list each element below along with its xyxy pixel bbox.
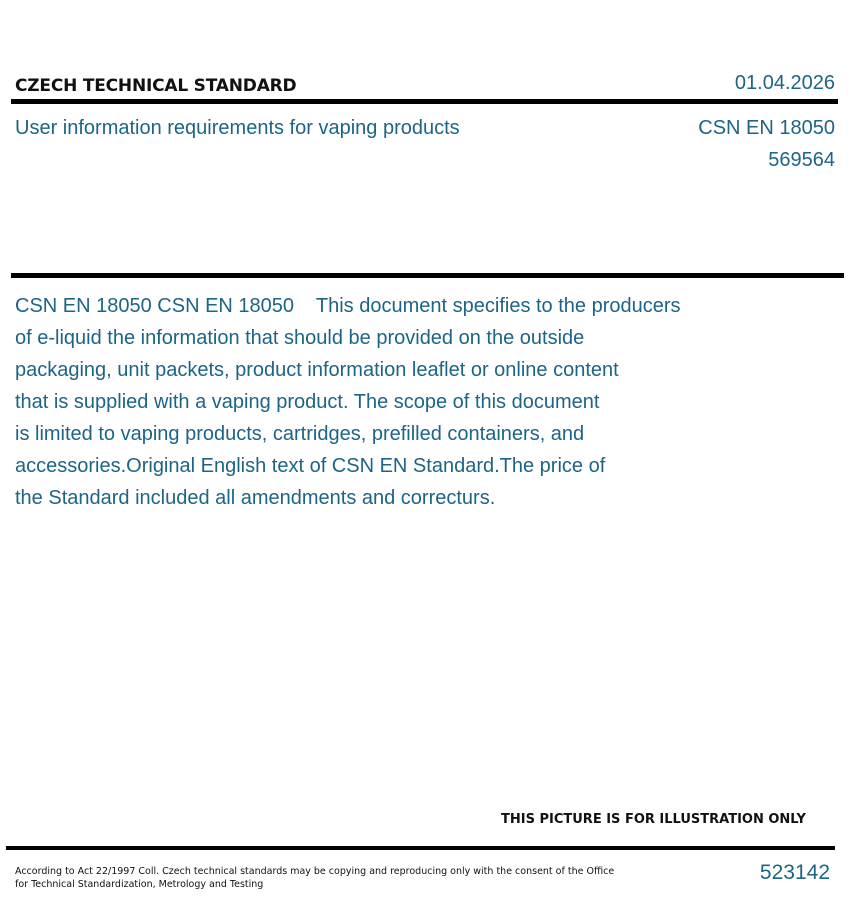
standard-code: CSN EN 18050: [698, 117, 835, 139]
header-divider: [11, 99, 838, 104]
description-line: the Standard included all amendments and correcturs.: [15, 487, 496, 509]
legal-notice: [15, 865, 615, 891]
standard-title: User information requirements for vaping products: [15, 117, 460, 139]
description-line: is limited to vaping products, cartridges, prefilled containers, and: [15, 423, 585, 445]
description-line: CSN EN 18050 CSN EN 18050 This document specifies to the producers: [15, 295, 681, 317]
legal-line: According to Act 22/1997 Coll. Czech technical standards may be copying and reproducing only with the consent of the Office: [15, 866, 615, 877]
content-divider: [11, 273, 844, 278]
document-type-heading: CZECH TECHNICAL STANDARD: [15, 76, 297, 96]
footer-number: 523142: [759, 861, 830, 884]
description-text: [15, 290, 760, 514]
description-line: accessories.Original English text of CSN EN Standard.The price of: [15, 455, 606, 477]
catalog-number: 569564: [768, 149, 835, 171]
publication-date: 01.04.2026: [734, 72, 835, 94]
description-line: of e-liquid the information that should be provided on the outside: [15, 327, 585, 349]
description-line: packaging, unit packets, product information leaflet or online content: [15, 359, 619, 381]
description-line: that is supplied with a vaping product. The scope of this document: [15, 391, 600, 413]
footer-divider: [6, 846, 835, 850]
illustration-notice: THIS PICTURE IS FOR ILLUSTRATION ONLY: [501, 812, 806, 827]
legal-line: for Technical Standardization, Metrology and Testing: [15, 879, 264, 890]
